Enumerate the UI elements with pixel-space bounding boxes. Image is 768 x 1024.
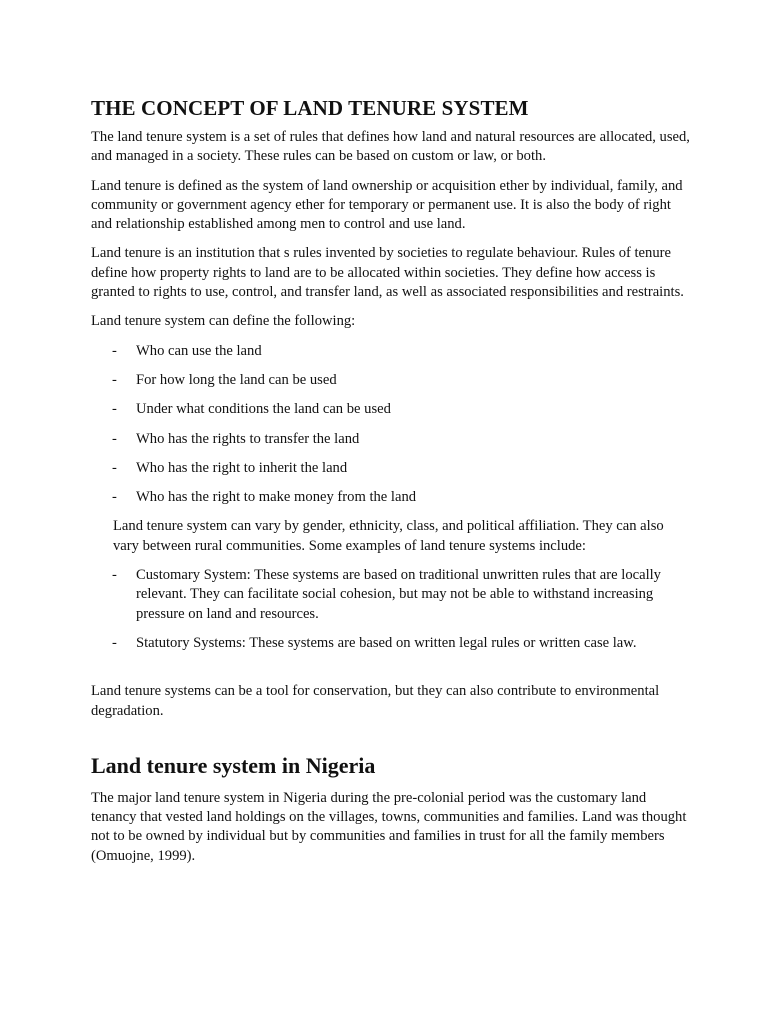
list-item-text: For how long the land can be used — [136, 371, 337, 388]
blank-line — [91, 663, 691, 682]
nigeria-paragraph: The major land tenure system in Nigeria during the pre-colonial period was the customary land tenancy that vested land holdings on the villages, towns, communities and families. Land was thought not to be owned by individual but by communities and families in trust for all the family members (Omuojne, 1999). — [91, 789, 687, 864]
list-item-text: Statutory Systems: These systems are based on written legal rules or written case law. — [136, 634, 637, 651]
list-marker: - — [112, 342, 117, 359]
vary-paragraph: Land tenure system can vary by gender, ethnicity, class, and political affiliation. They can also vary between rural communities. Some examples of land tenure systems include: — [113, 518, 664, 554]
list-marker: - — [112, 634, 117, 651]
document-page — [91, 94, 691, 876]
list-item-text: Under what conditions the land can be used — [136, 401, 391, 418]
list-item — [91, 634, 691, 653]
list-item-text: Who can use the land — [136, 342, 262, 359]
list-marker: - — [112, 430, 117, 447]
intro-paragraph: The land tenure system is a set of rules that defines how land and natural resources are allocated, used, and managed in a society. These rules can be based on custom or law, or both. — [91, 129, 690, 165]
institution-paragraph: Land tenure is an institution that s rules invented by societies to regulate behaviour. Rules of tenure define how property rights to land are to be allocated within societies. They define how access is granted to rights to use, control, and transfer land, as well as associated responsibilities and restraints. — [91, 245, 684, 301]
define-list — [91, 342, 691, 508]
list-item-text: Who has the right to inherit the land — [136, 459, 348, 476]
definition-paragraph: Land tenure is defined as the system of land ownership or acquisition ether by individual, family, and community or government agency ether for temporary or permanent use. It is also the body of right and relationship established among men to control and use land. — [91, 177, 683, 233]
list-item — [91, 430, 691, 449]
document-title: THE CONCEPT OF LAND TENURE SYSTEM — [91, 96, 529, 120]
list-item — [91, 488, 691, 507]
list-marker: - — [112, 489, 117, 506]
list-item — [91, 342, 691, 361]
list-item-text: Who has the rights to transfer the land — [136, 430, 360, 447]
list-item-text: Customary System: These systems are based on traditional unwritten rules that are locally relevant. They can facilitate social cohesion, but may not be able to withstand increasing pressure on land and resources. — [136, 567, 661, 622]
list-marker: - — [112, 459, 117, 476]
list-marker: - — [112, 401, 117, 418]
list-item — [91, 459, 691, 478]
list-item — [91, 400, 691, 419]
list-item-text: Who has the right to make money from the land — [136, 489, 417, 506]
examples-list — [91, 566, 691, 653]
list-item — [91, 566, 691, 624]
section-heading: Land tenure system in Nigeria — [91, 752, 376, 778]
list-item — [91, 371, 691, 390]
define-following-paragraph: Land tenure system can define the following: — [91, 313, 356, 330]
list-marker: - — [112, 567, 117, 584]
conservation-paragraph: Land tenure systems can be a tool for conservation, but they can also contribute to environmental degradation. — [91, 683, 660, 719]
list-marker: - — [112, 371, 117, 388]
